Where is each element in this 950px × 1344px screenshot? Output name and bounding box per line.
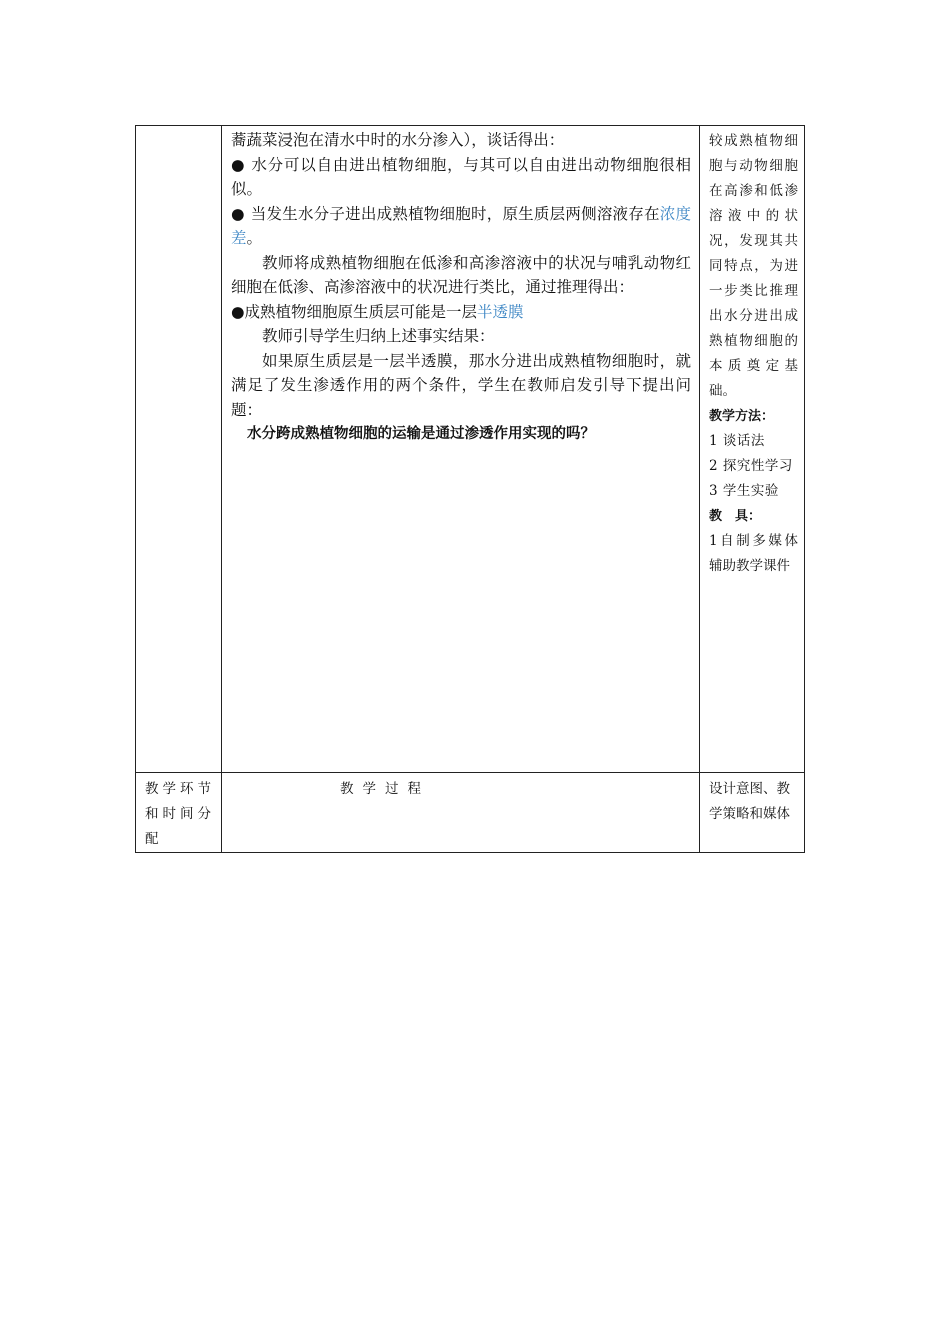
- lesson-row: [136, 126, 805, 773]
- bullet-2-end: 。: [246, 229, 263, 247]
- design-intent-text: 较成熟植物细胞与动物细胞在高渗和低渗溶液中的状况，发现其共同特点，为进一步类比推理出水分进出成熟植物细胞的本质奠定基础。: [709, 133, 798, 399]
- process-header: 教学过程: [340, 781, 430, 797]
- method-item: 2 探究性学习: [709, 458, 793, 474]
- bullet-icon: ●: [231, 302, 245, 321]
- comparison-paragraph: 教师将成熟植物细胞在低渗和高渗溶液中的状况与哺乳动物红细胞在低渗、高渗溶液中的状况进行类比，通过推理得出：: [231, 253, 691, 296]
- methods-label: 教学方法：: [709, 409, 775, 424]
- guide-paragraph: 教师引导学生归纳上述事实结果：: [262, 327, 495, 345]
- bullet-3-text: 成熟植物细胞原生质层可能是一层: [244, 302, 478, 321]
- continued-line: 蕎蔬菜浸泡在清水中时的水分渗入），谈话得出：: [231, 131, 565, 149]
- bullet-point-3: [231, 300, 691, 325]
- method-item: 3 学生实验: [709, 483, 779, 499]
- lesson-plan-table: [135, 125, 805, 853]
- tools-label: 教 具：: [709, 509, 762, 524]
- tool-item: 1自制多媒体辅助教学课件: [709, 533, 798, 574]
- concentration-difference-link[interactable]: 浓度差: [231, 204, 691, 247]
- key-question: 水分跨成熟植物细胞的运输是通过渗透作用实现的吗？: [247, 426, 595, 442]
- design-intent-cell: [700, 126, 805, 773]
- semipermeable-membrane-link[interactable]: 半透膜: [477, 302, 524, 321]
- hypothesis-paragraph: 如果原生质层是一层半透膜，那水分进出成熟植物细胞时，就满足了发生渗透作用的两个条件，学生在教师启发引导下提出问题：: [231, 351, 691, 419]
- bullet-1-text: 水分可以自由进出植物细胞，与其可以自由进出动物细胞很相似。: [231, 155, 691, 198]
- intent-header: 设计意图、教学策略和媒体: [709, 781, 790, 822]
- bullet-icon: ●: [231, 155, 246, 174]
- bullet-point-2: [231, 202, 691, 251]
- stage-header: 教学环节和时间分配: [145, 781, 215, 847]
- stage-header-cell: [136, 773, 222, 853]
- design-intent-content: [700, 126, 804, 579]
- bullet-point-1: [231, 153, 691, 202]
- header-row: [136, 773, 805, 853]
- process-header-cell: [222, 773, 700, 853]
- method-item: 1 谈话法: [709, 433, 765, 449]
- bullet-2-text: 当发生水分子进出成熟植物细胞时，原生质层两侧溶液存在: [250, 204, 660, 223]
- process-content: [222, 126, 699, 447]
- intent-header-cell: [700, 773, 805, 853]
- process-cell: [222, 126, 700, 773]
- bullet-icon: ●: [231, 204, 245, 223]
- stage-cell: [136, 126, 222, 773]
